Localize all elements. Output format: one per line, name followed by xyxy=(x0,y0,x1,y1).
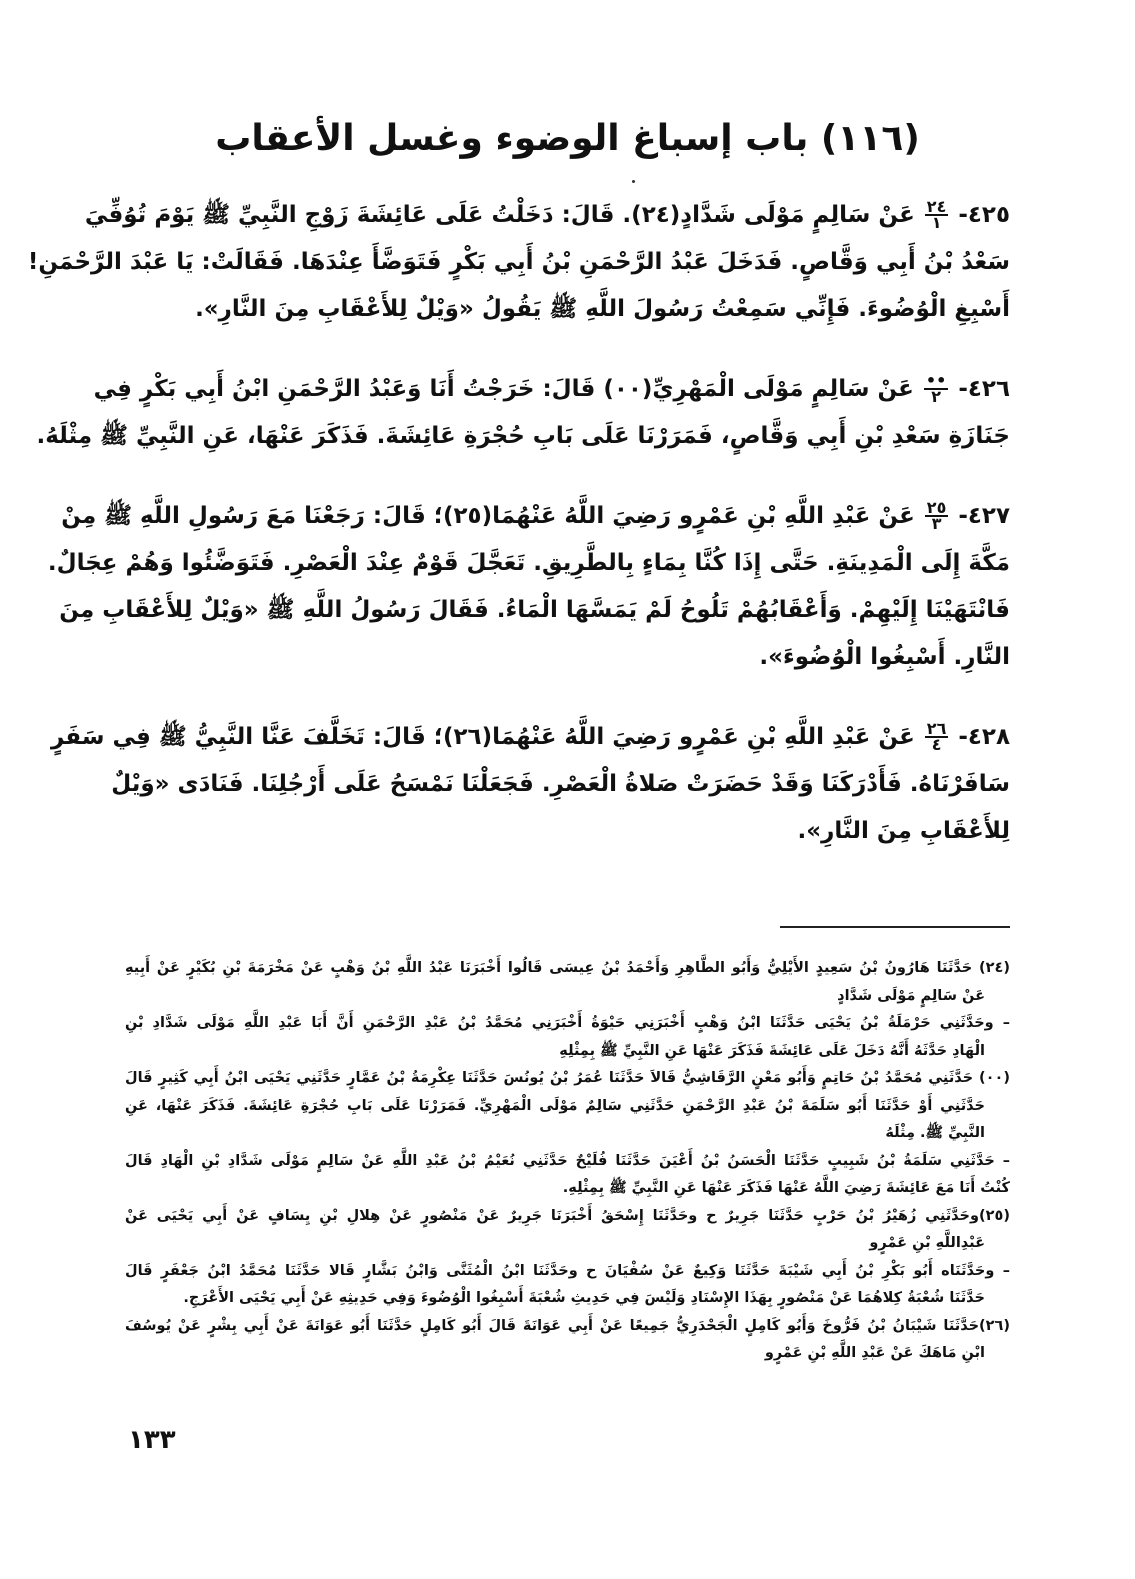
footnote-line: (٢٤) حَدَّثَنَا هَارُونُ بْنُ سَعِيدٍ الأَيْلِيُّ وَأَبُو الطَّاهِرِ وَأَحْمَدُ بْنُ عِيسَى قَالُوا أَخْبَرَنَا عَبْدُ اللَّهِ بْنُ وَهْبٍ عَنْ مَخْرَمَةَ بْنِ بُكَيْرٍ عَنْ أَبِيهِ xyxy=(125,960,1010,976)
hadith-line: النَّارِ. أَسْبِغُوا الْوُضُوءَ». xyxy=(759,644,1010,670)
footnote-line: – حَدَّثَنِي سَلَمَةُ بْنُ شَبِيبٍ حَدَّثَنَا الْحَسَنُ بْنُ أَعْيَنَ حَدَّثَنَا فُلَيْحٌ حَدَّثَنِي نُعَيْمُ بْنُ عَبْدِ اللَّهِ عَنْ سَالِمٍ مَوْلَى شَدَّادِ بْنِ الْهَادِ قَالَ xyxy=(125,1152,1010,1169)
hadith-line: أَسْبِغِ الْوُضُوءَ. فَإِنِّي سَمِعْتُ رَسُولَ اللَّهِ ﷺ يَقُولُ «وَيْلٌ لِلأَعْقَابِ مِنَ النَّارِ». xyxy=(195,296,1010,322)
cross-reference-fraction xyxy=(924,371,948,406)
hadith-line xyxy=(61,498,1010,533)
footnote-line: حَدَّثَنِي أَوْ حَدَّثَنَا أَبُو سَلَمَةَ بْنُ عَبْدِ الرَّحْمَنِ حَدَّثَنِي سَالِمٌ مَوْلَى الْمَهْرِيِّ. فَمَرَرْنَا عَلَى بَابِ حُجْرَةِ عَائِشَةَ. فَذَكَرَ عَنْهَا، عَنِ xyxy=(125,1097,985,1114)
footnote-line: – وحَدَّثَنِي حَرْمَلَةُ بْنُ يَحْيَى حَدَّثَنَا ابْنُ وَهْبٍ أَخْبَرَنِي حَيْوَةُ أَخْبَرَنِي مُحَمَّدُ بْنُ عَبْدِ الرَّحْمَنِ أَنَّ أَبَا عَبْدِ اللَّهِ مَوْلَى شَدَّادِ بْنِ xyxy=(125,1015,1010,1031)
hadith-line: جَنَازَةِ سَعْدِ بْنِ أَبِي وَقَّاصٍ، فَمَرَرْنَا عَلَى بَابِ حُجْرَةِ عَائِشَةَ. فَذَكَرَ عَنْهَا، عَنِ النَّبِيِّ ﷺ مِثْلَهُ. xyxy=(36,423,1010,449)
fraction-bottom: ٢ xyxy=(931,387,941,406)
hadith-line xyxy=(93,371,1010,406)
footnote-line: ابْنِ مَاهَكَ عَنْ عَبْدِ اللَّهِ بْنِ عَمْرٍو xyxy=(764,1345,985,1361)
hadith-line: فَانْتَهَيْنَا إِلَيْهِمْ. وَأَعْقَابُهُمْ تَلُوحُ لَمْ يَمَسَّهَا الْمَاءُ. فَقَالَ رَسُولُ اللَّهِ ﷺ «وَيْلٌ لِلأَعْقَابِ مِنَ xyxy=(59,597,1010,623)
fraction-top: ٢٤ xyxy=(926,197,947,216)
cross-reference-fraction xyxy=(925,719,949,754)
scan-speck xyxy=(632,180,635,183)
footnote-line: الْهَادِ حَدَّثَهُ أَنَّهُ دَخَلَ عَلَى عَائِشَةَ فَذَكَرَ عَنْهَا عَنِ النَّبِيِّ ﷺ بِمِثْلِهِ xyxy=(559,1042,985,1059)
footnote-line: (٠٠) حَدَّثَنِي مُحَمَّدُ بْنُ حَاتِمٍ وَأَبُو مَعْنٍ الرَّقَاشِيُّ قَالاَ حَدَّثَنَا عُمَرُ بْنُ يُونُسَ حَدَّثَنَا عِكْرِمَةُ بْنُ عَمَّارٍ حَدَّثَنِي يَحْيَى ابْنُ أَبِي كَثِيرٍ قَالَ xyxy=(125,1070,1010,1086)
hadith-number: ٤٢٦- xyxy=(958,376,1010,402)
footnote-line: النَّبِيِّ ﷺ. مِثْلَهُ xyxy=(885,1125,985,1141)
fraction-top: ٢٦ xyxy=(926,719,947,738)
fraction-bottom: ٤ xyxy=(931,735,942,754)
fraction-bottom: ٣ xyxy=(931,514,942,533)
hadith-line xyxy=(51,719,1010,754)
hadith-line: مَكَّةَ إِلَى الْمَدِينَةِ. حَتَّى إِذَا كُنَّا بِمَاءٍ بِالطَّرِيقِ. تَعَجَّلَ قَوْمٌ عِنْدَ الْعَصْرِ. فَتَوَضَّئُوا وَهُمْ عِجَالٌ. xyxy=(47,550,1010,576)
footnote-line: – وحَدَّثَنَاه أَبُو بَكْرِ بْنُ أَبِي شَيْبَةَ حَدَّثَنَا وَكِيعٌ عَنْ سُفْيَانَ ح وحَدَّثَنَا ابْنُ الْمُثَنَّى وَابْنُ بَشَّارٍ قَالا حَدَّثَنَا مُحَمَّدُ ابْنُ جَعْفَرٍ قَالَ xyxy=(125,1262,1010,1279)
hadith-number: ٤٢٧- xyxy=(958,503,1010,529)
fraction-bottom: ١ xyxy=(931,213,942,232)
page-number: ١٣٣ xyxy=(128,1425,176,1455)
footnote-divider xyxy=(780,926,1010,928)
hadith-number: ٤٢٥- xyxy=(958,202,1010,228)
cross-reference-fraction xyxy=(925,498,949,533)
hadith-line: سَافَرْنَاهُ. فَأَدْرَكَنَا وَقَدْ حَضَرَتْ صَلاةُ الْعَصْرِ. فَجَعَلْنَا نَمْسَحُ عَلَى أَرْجُلِنَا. فَنَادَى «وَيْلٌ xyxy=(111,771,1010,797)
footnote-line: حَدَّثَنَا شُعْبَةُ كِلاهُمَا عَنْ مَنْصُورٍ بِهَذَا الإِسْنَادِ وَلَيْسَ فِي حَدِيثِ شُعْبَةَ أَسْبِغُوا الْوُضُوءَ وَفِي حَدِيثِهِ عَنْ أَبِي يَحْيَى الأَعْرَجِ. xyxy=(183,1290,985,1306)
fraction-top: •• xyxy=(925,371,947,390)
fraction-top: ٢٥ xyxy=(926,498,947,517)
footnote-line: كُنْتُ أَنَا مَعَ عَائِشَةَ رَضِيَ اللَّهُ عَنْهَا فَذَكَرَ عَنْهَا عَنِ النَّبِيِّ ﷺ بِمِثْلِهِ. xyxy=(562,1180,1010,1196)
hadith-text: عَنْ عَبْدِ اللَّهِ بْنِ عَمْرٍو رَضِيَ اللَّهُ عَنْهُمَا(٢٦)؛ قَالَ: تَخَلَّفَ عَنَّا النَّبِيُّ ﷺ فِي سَفَرٍ xyxy=(51,724,915,750)
hadith-line: لِلأَعْقَابِ مِنَ النَّارِ». xyxy=(797,818,1010,844)
hadith-line xyxy=(84,197,1010,232)
footnote-line: عَبْدِاللَّهِ بْنِ عَمْرٍو xyxy=(869,1235,985,1251)
hadith-text: عَنْ سَالِمٍ مَوْلَى الْمَهْرِيِّ(٠٠) قَالَ: خَرَجْتُ أَنَا وَعَبْدُ الرَّحْمَنِ ابْنُ أَبِي بَكْرٍ فِي xyxy=(93,376,914,402)
hadith-text: عَنْ سَالِمٍ مَوْلَى شَدَّادٍ(٢٤). قَالَ: دَخَلْتُ عَلَى عَائِشَةَ زَوْجِ النَّبِيِّ ﷺ يَوْمَ تُوُفِّيَ xyxy=(84,202,915,228)
footnote-line: (٢٥)وحَدَّثَنِي زُهَيْرُ بْنُ حَرْبٍ حَدَّثَنَا جَرِيرٌ ح وحَدَّثَنَا إِسْحَقُ أَخْبَرَنَا جَرِيرٌ عَنْ مَنْصُورٍ عَنْ هِلالِ بْنِ يِسَافٍ عَنْ أَبِي يَحْيَى عَنْ xyxy=(125,1207,1010,1224)
hadith-line: سَعْدُ بْنُ أَبِي وَقَّاصٍ. فَدَخَلَ عَبْدُ الرَّحْمَنِ بْنُ أَبِي بَكْرٍ فَتَوَضَّأَ عِنْدَهَا. فَقَالَتْ: يَا عَبْدَ الرَّحْمَنِ! xyxy=(27,249,1010,275)
footnote-line: عَنْ سَالِمٍ مَوْلَى شَدَّادٍ xyxy=(837,987,985,1004)
chapter-title: (١١٦) باب إسباغ الوضوء وغسل الأعقاب xyxy=(215,118,920,159)
hadith-number: ٤٢٨- xyxy=(958,724,1010,750)
cross-reference-fraction xyxy=(925,197,949,232)
hadith-text: عَنْ عَبْدِ اللَّهِ بْنِ عَمْرٍو رَضِيَ اللَّهُ عَنْهُمَا(٢٥)؛ قَالَ: رَجَعْنَا مَعَ رَسُولِ اللَّهِ ﷺ مِنْ xyxy=(61,503,915,529)
footnote-line: (٢٦)حَدَّثَنَا شَيْبَانُ بْنُ فَرُّوخَ وَأَبُو كَامِلٍ الْجَحْدَرِيُّ جَمِيعًا عَنْ أَبِي عَوَانَةَ قَالَ أَبُو كَامِلٍ حَدَّثَنَا أَبُو عَوَانَةَ عَنْ أَبِي بِشْرٍ عَنْ يُوسُفَ xyxy=(125,1317,1010,1334)
